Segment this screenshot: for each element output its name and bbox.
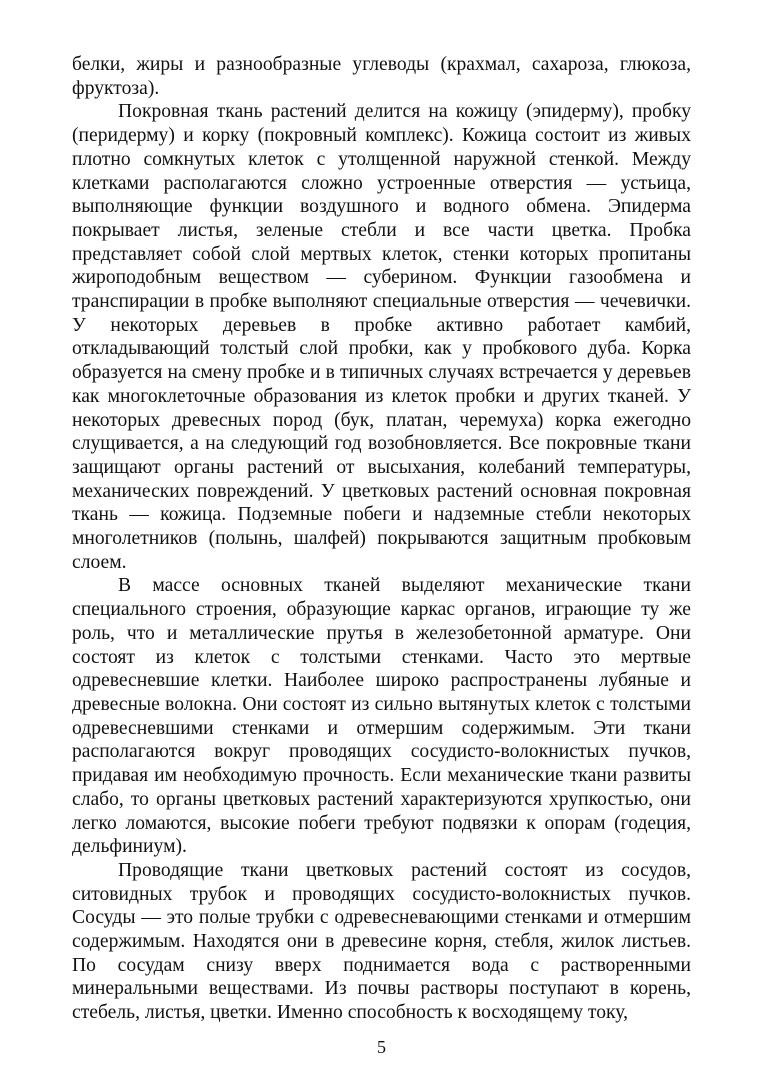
paragraph-integumentary-tissue: Покровная ткань растений делится на кожицу (эпидерму), пробку (перидерму) и корку (покровный комплекс). Кожица состоит из живых плотно сомкнутых клеток с утолщенной наружной стенкой. Между клетками располагаются сложно устроенные отверстия — устьица, выполняющие функции воздушного и водного обмена. Эпидерма покрывает листья, зеленые стебли и все части цветка. Пробка представляет собой слой мертвых клеток, стенки которых пропитаны жироподобным веществом — суберином. Функции газообмена и транспирации в пробке выполняют специальные отверстия — чечевички. У некоторых деревьев в пробке активно работает камбий, откладывающий толстый слой пробки, как у пробкового дуба. Корка образуется на смену пробке и в типичных случаях встречается у деревьев как многоклеточные образования из клеток пробки и других тканей. У некоторых древесных пород (бук, платан, черемуха) корка ежегодно слущивается, а на следующий год возобновляется. Все покровные ткани защищают органы растений от высыхания, колебаний температуры, механических повреждений. У цветковых растений основная покровная ткань — кожица. Подземные побеги и надземные стебли некоторых многолетников (полынь, шалфей) покрываются защитным пробковым слоем. <box>72 101 691 573</box>
paragraph-mechanical-tissue: В массе основных тканей выделяют механические ткани специального строения, образующие каркас органов, играющие ту же роль, что и металлические прутья в железобетонной арматуре. Они состоят из клеток с толстыми стенками. Часто это мертвые одревесневшие клетки. Наиболее широко распространены лубяные и древесные волокна. Они состоят из сильно вытянутых клеток с толстыми одревесневшими стенками и отмершим содержимым. Эти ткани располагаются вокруг проводящих сосудисто-волокнистых пучков, придавая им необходимую прочность. Если механические ткани развиты слабо, то органы цветковых растений характеризуются хрупкостью, они легко ломаются, высокие побеги требуют подвязки к опорам (годеция, дельфиниум). <box>72 575 691 858</box>
paragraph-continuation: белки, жиры и разнообразные углеводы (крахмал, сахароза, глюкоза, фруктоза). <box>72 54 691 99</box>
page-number: 5 <box>377 1037 386 1057</box>
paragraph-conductive-tissue: Проводящие ткани цветковых растений состоят из сосудов, ситовидных трубок и проводящих сосудисто-волокнистых пучков. Сосуды — это полые трубки с одревесневающими стенками и отмершим содержимым. Находятся они в древесине корня, стебля, жилок листьев. По сосудам снизу вверх поднимается вода с растворенными минеральными веществами. Из почвы растворы поступают в корень, стебель, листья, цветки. Именно способность к восходящему току, <box>72 859 691 1024</box>
body-text <box>72 53 691 1025</box>
